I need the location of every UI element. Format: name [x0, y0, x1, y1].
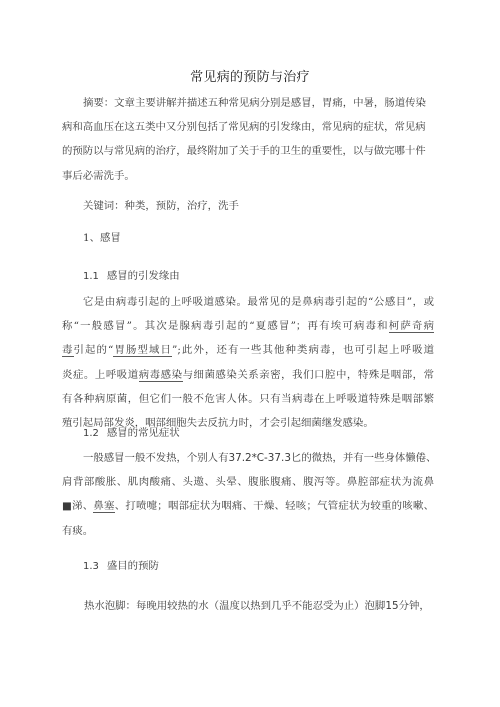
- text-run: 称“一般感冒”。其次是腺病毒引起的“夏感冒”；再有埃可病毒和: [62, 320, 389, 333]
- paragraph-1-2: [62, 446, 437, 543]
- text-run: 分钟，: [398, 600, 430, 612]
- text-run: ■涕、: [62, 500, 94, 513]
- subsection-number: 1.1: [83, 271, 99, 282]
- text-line: [84, 594, 434, 618]
- text-line: 殖引起局部发炎，咽部细胞失去反抗力时，才会引起细菌继发感染。: [62, 417, 374, 430]
- text-line: [62, 446, 437, 470]
- subsection-heading-1-2: [83, 424, 180, 439]
- duration-value: 15: [385, 600, 399, 612]
- text-run: 热水泡脚：每晚用较热的水（温度以热到几乎不能忍受为止）泡脚: [84, 600, 386, 612]
- document-title: 常见病的预防与治疗: [190, 70, 310, 85]
- subsection-title: 感冒的引发缘由: [106, 270, 180, 282]
- underlined-term: 鼻塞: [93, 500, 115, 513]
- text-line: 肩背部酸胀、肌肉酸痛、头遨、头晕、腹胀腹痛、腹泻等。鼻腔部症状为流鼻: [62, 476, 434, 489]
- section-title: 感冒: [100, 232, 121, 244]
- section-heading-1: [83, 229, 121, 244]
- text-line: [62, 363, 434, 387]
- abstract-paragraph: [62, 91, 434, 188]
- subsection-heading-1-1: [83, 267, 180, 282]
- subsection-heading-1-3: [83, 557, 159, 572]
- paragraph-1-1: [62, 290, 434, 435]
- abstract-line: 病和高血压在这五类中又分别包括了常见病的引发缘由，常见病的症状，常见病: [62, 121, 426, 134]
- subsection-title: 盛目的预防: [106, 560, 159, 572]
- temperature-value: 37.2*C-37.3: [228, 452, 291, 464]
- underlined-term: 柯萨奇病: [388, 320, 435, 333]
- text-run: 、打喷嚏；咽部症状为咽痛、干燥、轻咳；气管症状为较重的咳嗽、: [114, 500, 435, 513]
- underlined-term: 毒: [62, 344, 74, 357]
- text-line: 它是由病毒引起的上呼吸道感染。最常见的是鼻病毒引起的“公感目”，或: [83, 296, 434, 308]
- abstract-line: 摘要：文章主要讲解并描述五种常见病分别是感冒，胃痛，中暑，肠道传染: [83, 97, 426, 109]
- text-run: 与细菌感染关系亲密，我们口腔中，特殊是咽部，常: [182, 368, 435, 381]
- text-line: [62, 494, 434, 518]
- abstract-line: 事后必需洗手。: [62, 169, 135, 182]
- text-line: [62, 338, 434, 362]
- subsection-title: 感冒的常见症状: [106, 427, 180, 439]
- text-run: ”;此外，还有一些其他种类病毒，也可引起上呼吸道: [172, 344, 435, 357]
- underlined-term: 病毒感染: [138, 368, 183, 381]
- paragraph-1-3: [84, 594, 434, 618]
- text-run: 引起的“: [73, 344, 114, 357]
- subsection-number: 1.3: [83, 561, 99, 572]
- text-line: 有各种病原菌，但它们一般不危害人体。只有当病毒在上呼吸道特殊是咽部繁: [62, 392, 434, 405]
- text-run: 炎症。上呼吸道: [62, 368, 139, 381]
- text-run: 匕的微热，并有一些身体懒倦、: [290, 452, 437, 464]
- text-line: [62, 314, 434, 338]
- underlined-term: 胃肠型域日: [113, 344, 173, 357]
- text-line: 有痰。: [62, 524, 94, 537]
- abstract-line: 的预防以与常见病的治疗，最终附加了关于手的卫生的重要性，以与做完哪十件: [62, 145, 426, 158]
- section-number: 1、: [83, 232, 101, 244]
- subsection-number: 1.2: [83, 428, 99, 439]
- text-run: 一般感冒一般不发热，个别人有: [83, 452, 229, 464]
- keywords: 关键词：种类，预防，治疗，洗手: [83, 200, 239, 212]
